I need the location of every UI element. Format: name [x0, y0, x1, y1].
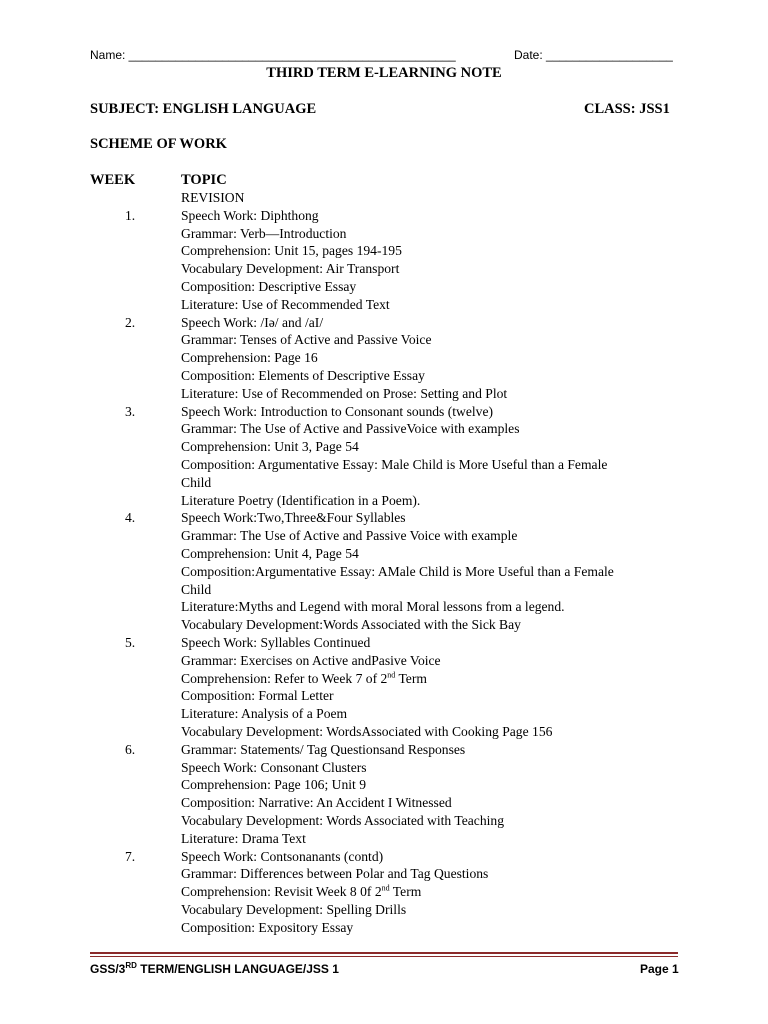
table-row	[0, 670, 768, 688]
table-row	[0, 812, 768, 830]
table-row	[0, 741, 768, 759]
topic-text	[181, 670, 427, 688]
table-row	[0, 367, 768, 385]
page-number: Page 1	[640, 962, 679, 976]
topic-text: Vocabulary Development: WordsAssociated with Cooking Page 156	[181, 724, 553, 739]
topic-text: Child	[181, 581, 212, 597]
topic-text-main: Comprehension: Revisit Week 8 0f 2	[181, 884, 382, 900]
table-row	[0, 776, 768, 794]
topic-text: Speech Work: Contsonanants (contd)	[181, 848, 384, 864]
topic-text: Vocabulary Development: Spelling Drills	[181, 902, 407, 917]
topic-text: Literature: Use of Recommended Text	[181, 296, 390, 312]
table-row	[0, 189, 768, 207]
topic-text: Composition: Elements of Descriptive Essay	[181, 368, 425, 383]
table-row	[0, 563, 768, 581]
table-row	[0, 723, 768, 741]
footer-left	[90, 962, 339, 976]
topic-text	[181, 883, 421, 901]
date-field-label: Date: ___________________	[514, 48, 673, 62]
table-row	[0, 883, 768, 901]
topic-column-header: TOPIC	[181, 172, 227, 188]
topic-text: Vocabulary Development:Words Associated with the Sick Bay	[181, 617, 521, 633]
table-row	[0, 438, 768, 456]
topic-text: Speech Work: Syllables Continued	[181, 635, 371, 650]
topic-text: Composition:Argumentative Essay: AMale Child is More Useful than a Female	[181, 563, 614, 579]
footer-rule-thick	[90, 952, 678, 954]
table-row	[0, 207, 768, 225]
table-row	[0, 242, 768, 260]
topic-text: Grammar: The Use of Active and PassiveVoice with examples	[181, 421, 520, 437]
table-row	[0, 581, 768, 599]
topic-text: Composition: Narrative: An Accident I Witnessed	[181, 795, 452, 811]
week-number: 5.	[125, 635, 136, 650]
topic-text: Grammar: The Use of Active and Passive Voice with example	[181, 528, 518, 544]
topic-text: Comprehension: Page 16	[181, 350, 318, 366]
topic-text-after: Term	[389, 884, 422, 900]
table-row	[0, 420, 768, 438]
table-row	[0, 545, 768, 563]
topic-text: Composition: Argumentative Essay: Male Child is More Useful than a Female	[181, 457, 608, 472]
scheme-heading: SCHEME OF WORK	[90, 136, 227, 152]
ordinal-suffix: nd	[387, 670, 396, 680]
week-number: 1.	[125, 207, 136, 223]
topic-text: Child	[181, 474, 212, 490]
topic-text: Grammar: Differences between Polar and Tag Questions	[181, 866, 489, 882]
name-field-label: Name: _________________________________________________	[90, 48, 456, 62]
table-row	[0, 652, 768, 670]
table-row	[0, 278, 768, 296]
topic-text: Literature: Use of Recommended on Prose: Setting and Plot	[181, 385, 508, 401]
table-row	[0, 314, 768, 332]
table-row	[0, 687, 768, 705]
topic-text: Literature:Myths and Legend with moral Moral lessons from a legend.	[181, 599, 565, 615]
topic-text: Composition: Expository Essay	[181, 919, 354, 935]
topic-text-after: Term	[395, 670, 427, 686]
table-row	[0, 492, 768, 510]
topic-text: Literature: Drama Text	[181, 830, 306, 846]
table-row	[0, 225, 768, 243]
table-row	[0, 598, 768, 616]
topic-text: Speech Work: /Iə/ and /aI/	[181, 314, 324, 330]
table-row	[0, 794, 768, 812]
week-column-header: WEEK	[90, 172, 136, 188]
topic-text: Vocabulary Development: Words Associated with Teaching	[181, 813, 505, 828]
ordinal-suffix: nd	[381, 883, 390, 893]
table-row	[0, 901, 768, 919]
table-row	[0, 474, 768, 492]
table-row	[0, 296, 768, 314]
table-row	[0, 865, 768, 883]
table-row	[0, 331, 768, 349]
topic-text: Grammar: Tenses of Active and Passive Voice	[181, 332, 432, 348]
topic-text: Grammar: Verb—Introduction	[181, 225, 347, 241]
week-number: 6.	[125, 741, 136, 757]
topic-text: Grammar: Exercises on Active andPasive Voice	[181, 652, 441, 668]
footer-left-sup: RD	[125, 961, 137, 970]
table-row	[0, 527, 768, 545]
footer-rule-thin	[90, 956, 678, 957]
table-row	[0, 349, 768, 367]
table-row	[0, 830, 768, 848]
topic-text: Speech Work:Two,Three&Four Syllables	[181, 510, 406, 526]
table-row	[0, 634, 768, 652]
topic-text: Comprehension: Page 106; Unit 9	[181, 777, 367, 793]
footer-left-b: TERM/ENGLISH LANGUAGE/JSS 1	[136, 962, 339, 976]
table-row	[0, 705, 768, 723]
topic-text: Speech Work: Introduction to Consonant sounds (twelve)	[181, 403, 494, 419]
table-row	[0, 509, 768, 527]
week-number: 4.	[125, 510, 136, 526]
topic-text: Speech Work: Diphthong	[181, 207, 319, 223]
week-number: 7.	[125, 848, 136, 864]
table-row	[0, 919, 768, 937]
topic-text: Speech Work: Consonant Clusters	[181, 759, 367, 775]
table-row	[0, 456, 768, 474]
week-number: 2.	[125, 314, 136, 330]
class-line: CLASS: JSS1	[584, 101, 670, 117]
table-row	[0, 385, 768, 403]
topic-text-main: Comprehension: Refer to Week 7 of 2	[181, 670, 388, 686]
topic-text: Vocabulary Development: Air Transport	[181, 261, 400, 277]
week-number: 3.	[125, 403, 136, 419]
table-row	[0, 848, 768, 866]
topic-text: REVISION	[181, 190, 245, 205]
topic-text: Literature: Analysis of a Poem	[181, 706, 348, 722]
topic-text: Grammar: Statements/ Tag Questionsand Responses	[181, 741, 466, 757]
topic-text: Comprehension: Unit 4, Page 54	[181, 546, 359, 561]
topic-text: Literature Poetry (Identification in a Poem).	[181, 492, 421, 508]
topic-text: Composition: Descriptive Essay	[181, 279, 357, 294]
footer-left-a: GSS/3	[90, 962, 126, 976]
table-row	[0, 403, 768, 421]
topic-text: Comprehension: Unit 15, pages 194-195	[181, 243, 402, 259]
table-row	[0, 260, 768, 278]
table-row	[0, 616, 768, 634]
document-title: THIRD TERM E-LEARNING NOTE	[266, 65, 502, 81]
subject-line: SUBJECT: ENGLISH LANGUAGE	[90, 101, 317, 117]
topic-text: Composition: Formal Letter	[181, 688, 334, 704]
table-row	[0, 759, 768, 777]
topic-text: Comprehension: Unit 3, Page 54	[181, 439, 359, 455]
